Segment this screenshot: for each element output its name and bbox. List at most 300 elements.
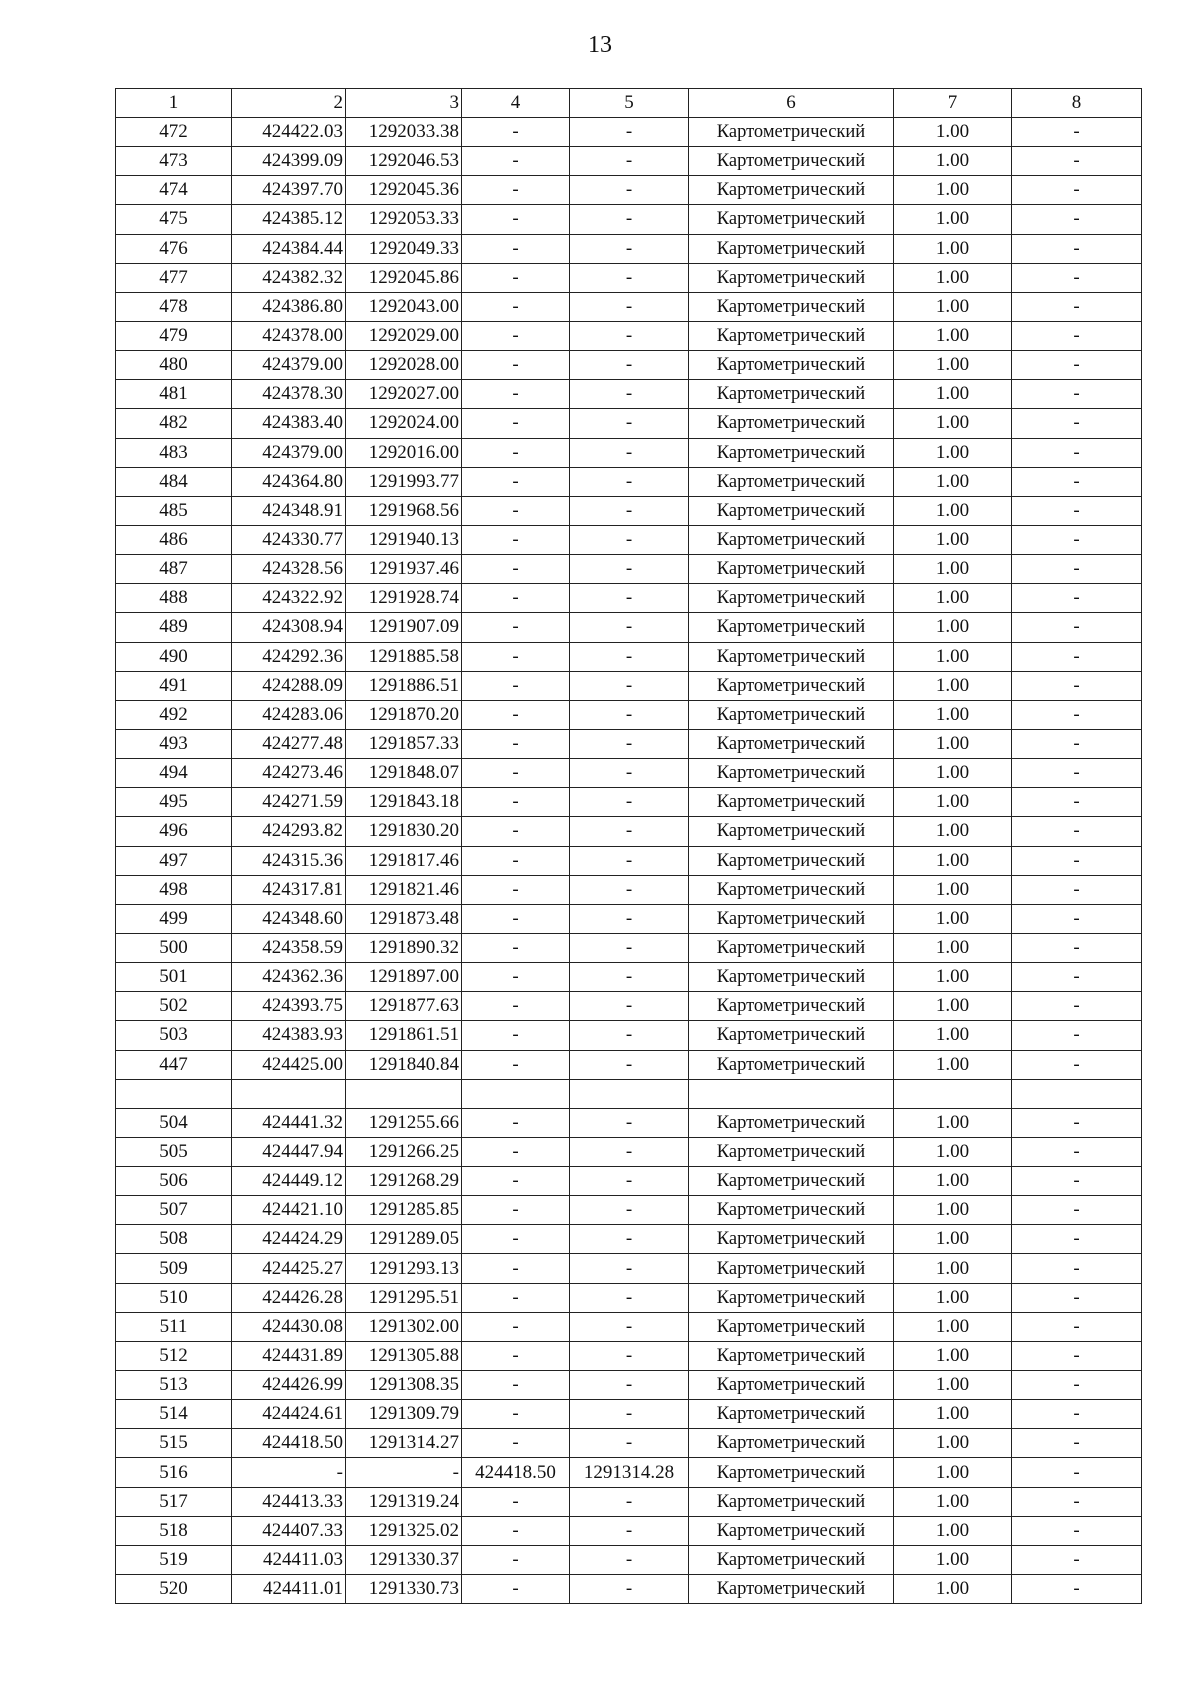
description-cell: - [1012, 525, 1142, 554]
method-cell: Картометрический [689, 118, 894, 147]
x-coordinate-alt-cell: - [462, 963, 570, 992]
accuracy-cell: 1.00 [894, 234, 1012, 263]
table-row [116, 467, 1142, 496]
x-coordinate-alt-cell: - [462, 409, 570, 438]
y-coordinate-cell: 1291305.88 [346, 1341, 462, 1370]
point-number-cell: 490 [116, 642, 232, 671]
y-coordinate-alt-cell: - [570, 613, 689, 642]
y-coordinate-cell: 1291266.25 [346, 1137, 462, 1166]
x-coordinate-alt-cell: - [462, 234, 570, 263]
y-coordinate-alt-cell: - [570, 118, 689, 147]
table-row [116, 321, 1142, 350]
table-row [116, 904, 1142, 933]
x-coordinate-alt-cell: - [462, 147, 570, 176]
y-coordinate-cell: 1291877.63 [346, 992, 462, 1021]
y-coordinate-cell: 1291840.84 [346, 1050, 462, 1079]
method-cell: Картометрический [689, 555, 894, 584]
y-coordinate-alt-cell: - [570, 1516, 689, 1545]
description-cell: - [1012, 875, 1142, 904]
description-cell: - [1012, 321, 1142, 350]
table-row [116, 1254, 1142, 1283]
method-cell: Картометрический [689, 1516, 894, 1545]
x-coordinate-cell: 424425.00 [232, 1050, 346, 1079]
x-coordinate-alt-cell: - [462, 1137, 570, 1166]
column-header-1: 1 [116, 89, 232, 118]
x-coordinate-cell: 424383.40 [232, 409, 346, 438]
y-coordinate-alt-cell: - [570, 409, 689, 438]
x-coordinate-alt-cell: - [462, 1050, 570, 1079]
coordinates-table [115, 88, 1142, 1604]
table-row [116, 263, 1142, 292]
accuracy-cell: 1.00 [894, 205, 1012, 234]
point-number-cell: 481 [116, 380, 232, 409]
table-row [116, 700, 1142, 729]
y-coordinate-cell: 1292045.36 [346, 176, 462, 205]
table-row [116, 1516, 1142, 1545]
x-coordinate-cell: 424386.80 [232, 292, 346, 321]
x-coordinate-alt-cell: - [462, 1341, 570, 1370]
accuracy-cell: 1.00 [894, 1196, 1012, 1225]
method-cell: Картометрический [689, 1312, 894, 1341]
table-row [116, 671, 1142, 700]
table-row [116, 292, 1142, 321]
accuracy-cell: 1.00 [894, 1516, 1012, 1545]
x-coordinate-alt-cell: - [462, 118, 570, 147]
y-coordinate-cell: 1292033.38 [346, 118, 462, 147]
y-coordinate-cell: 1291293.13 [346, 1254, 462, 1283]
point-number-cell: 492 [116, 700, 232, 729]
x-coordinate-alt-cell: - [462, 351, 570, 380]
y-coordinate-cell: 1291289.05 [346, 1225, 462, 1254]
y-coordinate-cell: 1291873.48 [346, 904, 462, 933]
description-cell: - [1012, 380, 1142, 409]
y-coordinate-alt-cell: - [570, 1575, 689, 1604]
y-coordinate-alt-cell: - [570, 759, 689, 788]
table-row [116, 1429, 1142, 1458]
accuracy-cell: 1.00 [894, 1283, 1012, 1312]
table-row [116, 1225, 1142, 1254]
method-cell: Картометрический [689, 1196, 894, 1225]
x-coordinate-cell: 424425.27 [232, 1254, 346, 1283]
y-coordinate-alt-cell: - [570, 1108, 689, 1137]
table-row [116, 817, 1142, 846]
x-coordinate-alt-cell: - [462, 642, 570, 671]
point-number-cell: 472 [116, 118, 232, 147]
x-coordinate-cell: 424378.00 [232, 321, 346, 350]
method-cell: Картометрический [689, 351, 894, 380]
method-cell [689, 1079, 894, 1108]
table-row [116, 525, 1142, 554]
description-cell: - [1012, 904, 1142, 933]
y-coordinate-cell: 1291268.29 [346, 1167, 462, 1196]
description-cell: - [1012, 147, 1142, 176]
y-coordinate-cell: 1291330.73 [346, 1575, 462, 1604]
y-coordinate-cell: 1291843.18 [346, 788, 462, 817]
y-coordinate-alt-cell: - [570, 1400, 689, 1429]
x-coordinate-cell: 424322.92 [232, 584, 346, 613]
accuracy-cell: 1.00 [894, 496, 1012, 525]
y-coordinate-alt-cell: - [570, 700, 689, 729]
y-coordinate-alt-cell: - [570, 555, 689, 584]
accuracy-cell: 1.00 [894, 438, 1012, 467]
description-cell: - [1012, 496, 1142, 525]
description-cell: - [1012, 234, 1142, 263]
description-cell: - [1012, 292, 1142, 321]
y-coordinate-cell: 1292043.00 [346, 292, 462, 321]
y-coordinate-cell: 1291325.02 [346, 1516, 462, 1545]
method-cell: Картометрический [689, 147, 894, 176]
point-number-cell: 504 [116, 1108, 232, 1137]
method-cell: Картометрический [689, 380, 894, 409]
method-cell: Картометрический [689, 292, 894, 321]
accuracy-cell: 1.00 [894, 1429, 1012, 1458]
table-row [116, 1341, 1142, 1370]
y-coordinate-alt-cell: - [570, 1050, 689, 1079]
point-number-cell: 516 [116, 1458, 232, 1487]
x-coordinate-alt-cell: - [462, 438, 570, 467]
point-number-cell: 507 [116, 1196, 232, 1225]
method-cell: Картометрический [689, 904, 894, 933]
method-cell: Картометрический [689, 1487, 894, 1516]
table-row [116, 496, 1142, 525]
x-coordinate-cell: 424315.36 [232, 846, 346, 875]
method-cell: Картометрический [689, 759, 894, 788]
table-row [116, 205, 1142, 234]
x-coordinate-cell: 424411.03 [232, 1545, 346, 1574]
x-coordinate-cell: 424424.29 [232, 1225, 346, 1254]
description-cell: - [1012, 1021, 1142, 1050]
point-number-cell: 503 [116, 1021, 232, 1050]
x-coordinate-cell: 424422.03 [232, 118, 346, 147]
description-cell: - [1012, 1283, 1142, 1312]
y-coordinate-cell: 1292024.00 [346, 409, 462, 438]
table-row [116, 613, 1142, 642]
x-coordinate-cell: 424431.89 [232, 1341, 346, 1370]
x-coordinate-alt-cell: - [462, 263, 570, 292]
table-row [116, 147, 1142, 176]
description-cell: - [1012, 205, 1142, 234]
table-row [116, 846, 1142, 875]
y-coordinate-alt-cell: - [570, 292, 689, 321]
description-cell: - [1012, 963, 1142, 992]
y-coordinate-alt-cell: - [570, 1312, 689, 1341]
x-coordinate-alt-cell: - [462, 788, 570, 817]
point-number-cell: 514 [116, 1400, 232, 1429]
table-row [116, 438, 1142, 467]
table-row [116, 1487, 1142, 1516]
point-number-cell [116, 1079, 232, 1108]
x-coordinate-cell: 424421.10 [232, 1196, 346, 1225]
x-coordinate-alt-cell: - [462, 555, 570, 584]
point-number-cell: 505 [116, 1137, 232, 1166]
x-coordinate-alt-cell: - [462, 846, 570, 875]
y-coordinate-cell: 1291993.77 [346, 467, 462, 496]
table-row [116, 409, 1142, 438]
x-coordinate-alt-cell: - [462, 1225, 570, 1254]
description-cell: - [1012, 351, 1142, 380]
method-cell: Картометрический [689, 1108, 894, 1137]
accuracy-cell: 1.00 [894, 176, 1012, 205]
x-coordinate-cell: 424283.06 [232, 700, 346, 729]
y-coordinate-alt-cell: - [570, 904, 689, 933]
method-cell: Картометрический [689, 438, 894, 467]
x-coordinate-alt-cell: - [462, 1283, 570, 1312]
y-coordinate-alt-cell: - [570, 525, 689, 554]
table-row [116, 759, 1142, 788]
table-row [116, 963, 1142, 992]
y-coordinate-cell: 1291285.85 [346, 1196, 462, 1225]
table-row [116, 351, 1142, 380]
method-cell: Картометрический [689, 205, 894, 234]
x-coordinate-cell: 424364.80 [232, 467, 346, 496]
accuracy-cell: 1.00 [894, 263, 1012, 292]
y-coordinate-alt-cell: - [570, 380, 689, 409]
y-coordinate-cell: 1291821.46 [346, 875, 462, 904]
accuracy-cell: 1.00 [894, 525, 1012, 554]
description-cell: - [1012, 1575, 1142, 1604]
x-coordinate-alt-cell: - [462, 1167, 570, 1196]
point-number-cell: 499 [116, 904, 232, 933]
y-coordinate-cell: 1291907.09 [346, 613, 462, 642]
method-cell: Картометрический [689, 817, 894, 846]
accuracy-cell: 1.00 [894, 380, 1012, 409]
y-coordinate-alt-cell: - [570, 321, 689, 350]
point-number-cell: 495 [116, 788, 232, 817]
y-coordinate-cell: 1292029.00 [346, 321, 462, 350]
description-cell: - [1012, 1487, 1142, 1516]
table-row [116, 1167, 1142, 1196]
x-coordinate-cell: 424384.44 [232, 234, 346, 263]
point-number-cell: 520 [116, 1575, 232, 1604]
table-row [116, 1137, 1142, 1166]
description-cell: - [1012, 729, 1142, 758]
y-coordinate-alt-cell: - [570, 1021, 689, 1050]
x-coordinate-alt-cell: - [462, 700, 570, 729]
accuracy-cell: 1.00 [894, 1137, 1012, 1166]
accuracy-cell: 1.00 [894, 671, 1012, 700]
x-coordinate-alt-cell: - [462, 1108, 570, 1137]
x-coordinate-cell: 424328.56 [232, 555, 346, 584]
y-coordinate-cell: 1291857.33 [346, 729, 462, 758]
table-row [116, 1283, 1142, 1312]
x-coordinate-cell: 424308.94 [232, 613, 346, 642]
accuracy-cell: 1.00 [894, 1312, 1012, 1341]
point-number-cell: 500 [116, 933, 232, 962]
method-cell: Картометрический [689, 1400, 894, 1429]
x-coordinate-alt-cell: - [462, 1021, 570, 1050]
point-number-cell: 519 [116, 1545, 232, 1574]
table-row [116, 380, 1142, 409]
x-coordinate-alt-cell: - [462, 205, 570, 234]
y-coordinate-cell: 1291302.00 [346, 1312, 462, 1341]
y-coordinate-alt-cell: - [570, 1429, 689, 1458]
y-coordinate-alt-cell [570, 1079, 689, 1108]
y-coordinate-cell: 1291309.79 [346, 1400, 462, 1429]
accuracy-cell: 1.00 [894, 1021, 1012, 1050]
description-cell: - [1012, 1516, 1142, 1545]
column-header-7: 7 [894, 89, 1012, 118]
x-coordinate-alt-cell: - [462, 1429, 570, 1458]
point-number-cell: 494 [116, 759, 232, 788]
x-coordinate-alt-cell: - [462, 467, 570, 496]
header-row [116, 89, 1142, 118]
point-number-cell: 487 [116, 555, 232, 584]
y-coordinate-alt-cell: - [570, 176, 689, 205]
y-coordinate-alt-cell: - [570, 729, 689, 758]
accuracy-cell: 1.00 [894, 555, 1012, 584]
y-coordinate-alt-cell: - [570, 263, 689, 292]
accuracy-cell: 1.00 [894, 118, 1012, 147]
y-coordinate-cell: - [346, 1458, 462, 1487]
point-number-cell: 486 [116, 525, 232, 554]
column-header-4: 4 [462, 89, 570, 118]
x-coordinate-alt-cell: - [462, 1312, 570, 1341]
description-cell: - [1012, 992, 1142, 1021]
description-cell: - [1012, 759, 1142, 788]
y-coordinate-cell: 1292046.53 [346, 147, 462, 176]
table-row [116, 555, 1142, 584]
method-cell: Картометрический [689, 263, 894, 292]
x-coordinate-alt-cell: - [462, 584, 570, 613]
y-coordinate-cell: 1291870.20 [346, 700, 462, 729]
x-coordinate-cell: 424348.60 [232, 904, 346, 933]
y-coordinate-cell: 1291861.51 [346, 1021, 462, 1050]
y-coordinate-alt-cell: - [570, 671, 689, 700]
y-coordinate-alt-cell: - [570, 963, 689, 992]
x-coordinate-cell: 424277.48 [232, 729, 346, 758]
accuracy-cell: 1.00 [894, 817, 1012, 846]
method-cell: Картометрический [689, 963, 894, 992]
accuracy-cell: 1.00 [894, 875, 1012, 904]
point-number-cell: 496 [116, 817, 232, 846]
accuracy-cell: 1.00 [894, 467, 1012, 496]
description-cell: - [1012, 467, 1142, 496]
x-coordinate-alt-cell: - [462, 1487, 570, 1516]
method-cell: Картометрический [689, 1225, 894, 1254]
x-coordinate-cell: 424362.36 [232, 963, 346, 992]
accuracy-cell: 1.00 [894, 613, 1012, 642]
table-row [116, 1108, 1142, 1137]
point-number-cell: 480 [116, 351, 232, 380]
method-cell: Картометрический [689, 321, 894, 350]
table-row [116, 234, 1142, 263]
y-coordinate-alt-cell: - [570, 788, 689, 817]
y-coordinate-cell: 1291255.66 [346, 1108, 462, 1137]
y-coordinate-alt-cell: - [570, 846, 689, 875]
accuracy-cell: 1.00 [894, 584, 1012, 613]
method-cell: Картометрический [689, 1458, 894, 1487]
x-coordinate-cell: 424447.94 [232, 1137, 346, 1166]
point-number-cell: 488 [116, 584, 232, 613]
x-coordinate-cell: 424271.59 [232, 788, 346, 817]
x-coordinate-cell: 424418.50 [232, 1429, 346, 1458]
y-coordinate-alt-cell: 1291314.28 [570, 1458, 689, 1487]
y-coordinate-alt-cell: - [570, 1137, 689, 1166]
y-coordinate-alt-cell: - [570, 438, 689, 467]
table-row [116, 1400, 1142, 1429]
method-cell: Картометрический [689, 933, 894, 962]
description-cell: - [1012, 700, 1142, 729]
x-coordinate-alt-cell: - [462, 1400, 570, 1429]
y-coordinate-cell: 1291937.46 [346, 555, 462, 584]
y-coordinate-alt-cell: - [570, 584, 689, 613]
method-cell: Картометрический [689, 584, 894, 613]
y-coordinate-cell: 1291886.51 [346, 671, 462, 700]
accuracy-cell: 1.00 [894, 1225, 1012, 1254]
point-number-cell: 476 [116, 234, 232, 263]
y-coordinate-cell: 1291928.74 [346, 584, 462, 613]
accuracy-cell: 1.00 [894, 321, 1012, 350]
y-coordinate-alt-cell: - [570, 992, 689, 1021]
description-cell: - [1012, 933, 1142, 962]
accuracy-cell: 1.00 [894, 700, 1012, 729]
method-cell: Картометрический [689, 1341, 894, 1370]
point-number-cell: 473 [116, 147, 232, 176]
x-coordinate-cell: 424449.12 [232, 1167, 346, 1196]
y-coordinate-cell: 1291830.20 [346, 817, 462, 846]
point-number-cell: 517 [116, 1487, 232, 1516]
y-coordinate-cell: 1291968.56 [346, 496, 462, 525]
y-coordinate-cell: 1292045.86 [346, 263, 462, 292]
x-coordinate-alt-cell: - [462, 1254, 570, 1283]
y-coordinate-cell: 1292016.00 [346, 438, 462, 467]
x-coordinate-cell: 424385.12 [232, 205, 346, 234]
accuracy-cell: 1.00 [894, 292, 1012, 321]
x-coordinate-cell [232, 1079, 346, 1108]
blank-separator-row [116, 1079, 1142, 1108]
y-coordinate-alt-cell: - [570, 1371, 689, 1400]
accuracy-cell: 1.00 [894, 1371, 1012, 1400]
accuracy-cell: 1.00 [894, 1108, 1012, 1137]
y-coordinate-cell: 1291314.27 [346, 1429, 462, 1458]
y-coordinate-alt-cell: - [570, 642, 689, 671]
x-coordinate-cell: 424378.30 [232, 380, 346, 409]
accuracy-cell: 1.00 [894, 642, 1012, 671]
method-cell: Картометрический [689, 1137, 894, 1166]
method-cell: Картометрический [689, 525, 894, 554]
x-coordinate-cell: 424430.08 [232, 1312, 346, 1341]
x-coordinate-cell: 424399.09 [232, 147, 346, 176]
method-cell: Картометрический [689, 467, 894, 496]
table-row [116, 992, 1142, 1021]
x-coordinate-cell: 424397.70 [232, 176, 346, 205]
method-cell: Картометрический [689, 788, 894, 817]
point-number-cell: 447 [116, 1050, 232, 1079]
table-row [116, 933, 1142, 962]
column-header-3: 3 [346, 89, 462, 118]
x-coordinate-cell: 424407.33 [232, 1516, 346, 1545]
method-cell: Картометрический [689, 496, 894, 525]
method-cell: Картометрический [689, 409, 894, 438]
x-coordinate-cell: 424273.46 [232, 759, 346, 788]
accuracy-cell: 1.00 [894, 147, 1012, 176]
column-header-5: 5 [570, 89, 689, 118]
x-coordinate-cell: 424379.00 [232, 438, 346, 467]
description-cell: - [1012, 1545, 1142, 1574]
description-cell: - [1012, 438, 1142, 467]
description-cell: - [1012, 613, 1142, 642]
x-coordinate-cell: 424288.09 [232, 671, 346, 700]
x-coordinate-alt-cell: - [462, 525, 570, 554]
x-coordinate-alt-cell: - [462, 759, 570, 788]
y-coordinate-alt-cell: - [570, 147, 689, 176]
x-coordinate-alt-cell: - [462, 904, 570, 933]
y-coordinate-cell: 1292053.33 [346, 205, 462, 234]
column-header-6: 6 [689, 89, 894, 118]
x-coordinate-cell: 424413.33 [232, 1487, 346, 1516]
accuracy-cell: 1.00 [894, 992, 1012, 1021]
y-coordinate-alt-cell: - [570, 1545, 689, 1574]
